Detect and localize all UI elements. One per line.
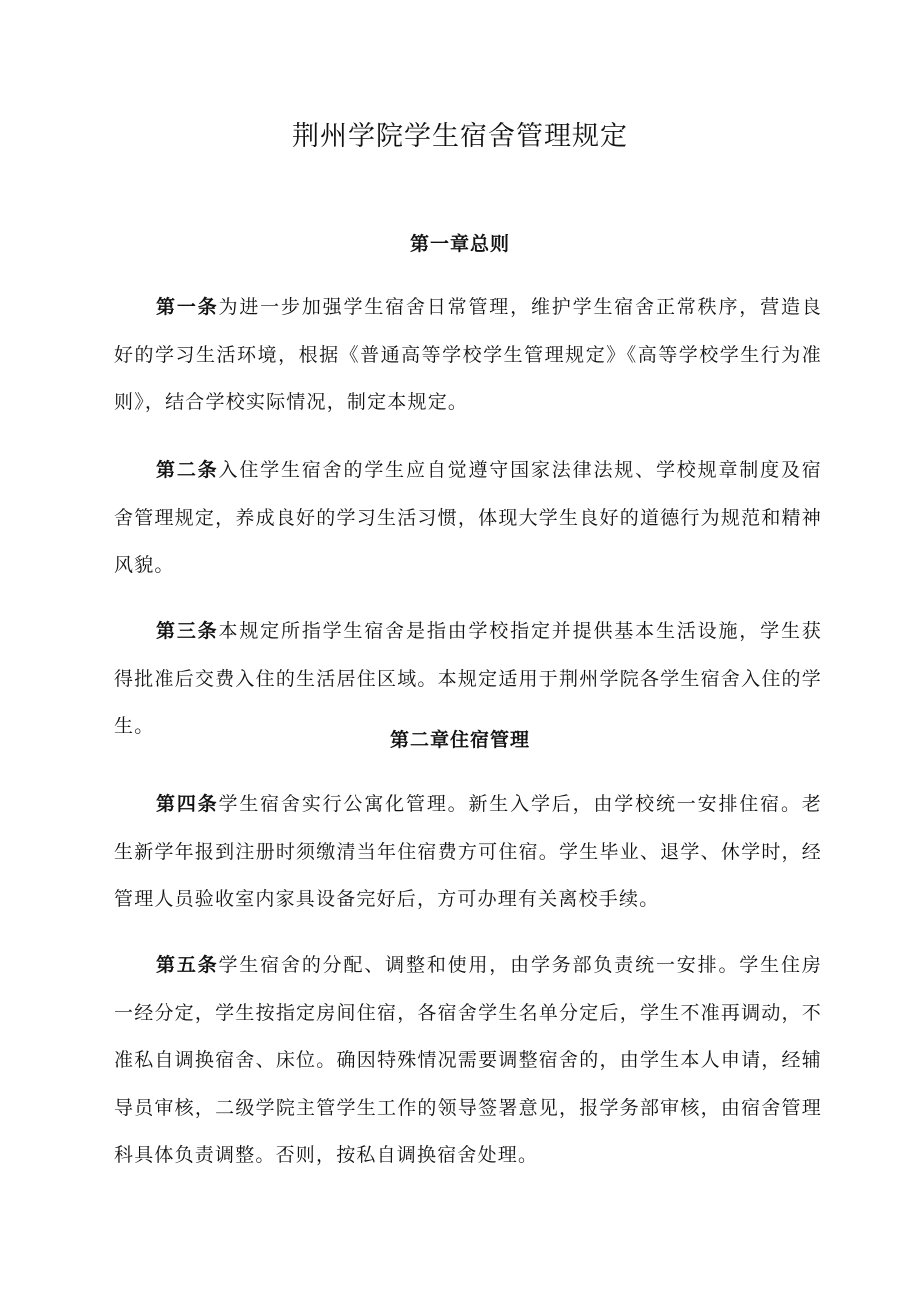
article-2 [114,447,822,590]
chapter-heading-1: 第一章总则 [409,233,510,255]
article-number: 第一条 [156,296,219,318]
article-text: 入住学生宿舍的学生应自觉遵守国家法律法规、学校规章制度及宿舍管理规定，养成良好的学习生活习惯，体现大学生良好的道德行为规范和精神风貌。 [114,459,822,576]
article-4 [114,781,822,924]
article-1 [114,284,822,427]
article-number: 第三条 [156,620,219,642]
chapter-heading-2: 第二章住宿管理 [389,729,530,751]
article-text: 为进一步加强学生宿舍日常管理，维护学生宿舍正常秩序，营造良好的学习生活环境，根据《普通高等学校学生管理规定》《高等学校学生行为准则》，结合学校实际情况，制定本规定。 [114,296,822,413]
article-5 [114,942,822,1180]
article-number: 第五条 [156,954,219,976]
article-text: 学生宿舍的分配、调整和使用，由学务部负责统一安排。学生住房一经分定，学生按指定房间住宿，各宿舍学生名单分定后，学生不准再调动，不准私自调换宿舍、床位。确因特殊情况需要调整宿舍的，由学生本人申请，经辅导员审核，二级学院主管学生工作的领导签署意见，报学务部审核，由宿舍管理科具体负责调整。否则，按私自调换宿舍处理。 [114,954,822,1166]
article-number: 第四条 [156,793,219,815]
document-title: 荆州学院学生宿舍管理规定 [292,121,628,152]
article-text: 学生宿舍实行公寓化管理。新生入学后，由学校统一安排住宿。老生新学年报到注册时须缴清当年住宿费方可住宿。学生毕业、退学、休学时，经管理人员验收室内家具设备完好后，方可办理有关离校手续。 [114,793,822,910]
article-text: 本规定所指学生宿舍是指由学校指定并提供基本生活设施，学生获得批准后交费入住的生活居住区域。本规定适用于荆州学院各学生宿舍入住的学生。 [114,620,822,737]
article-number: 第二条 [156,459,219,481]
